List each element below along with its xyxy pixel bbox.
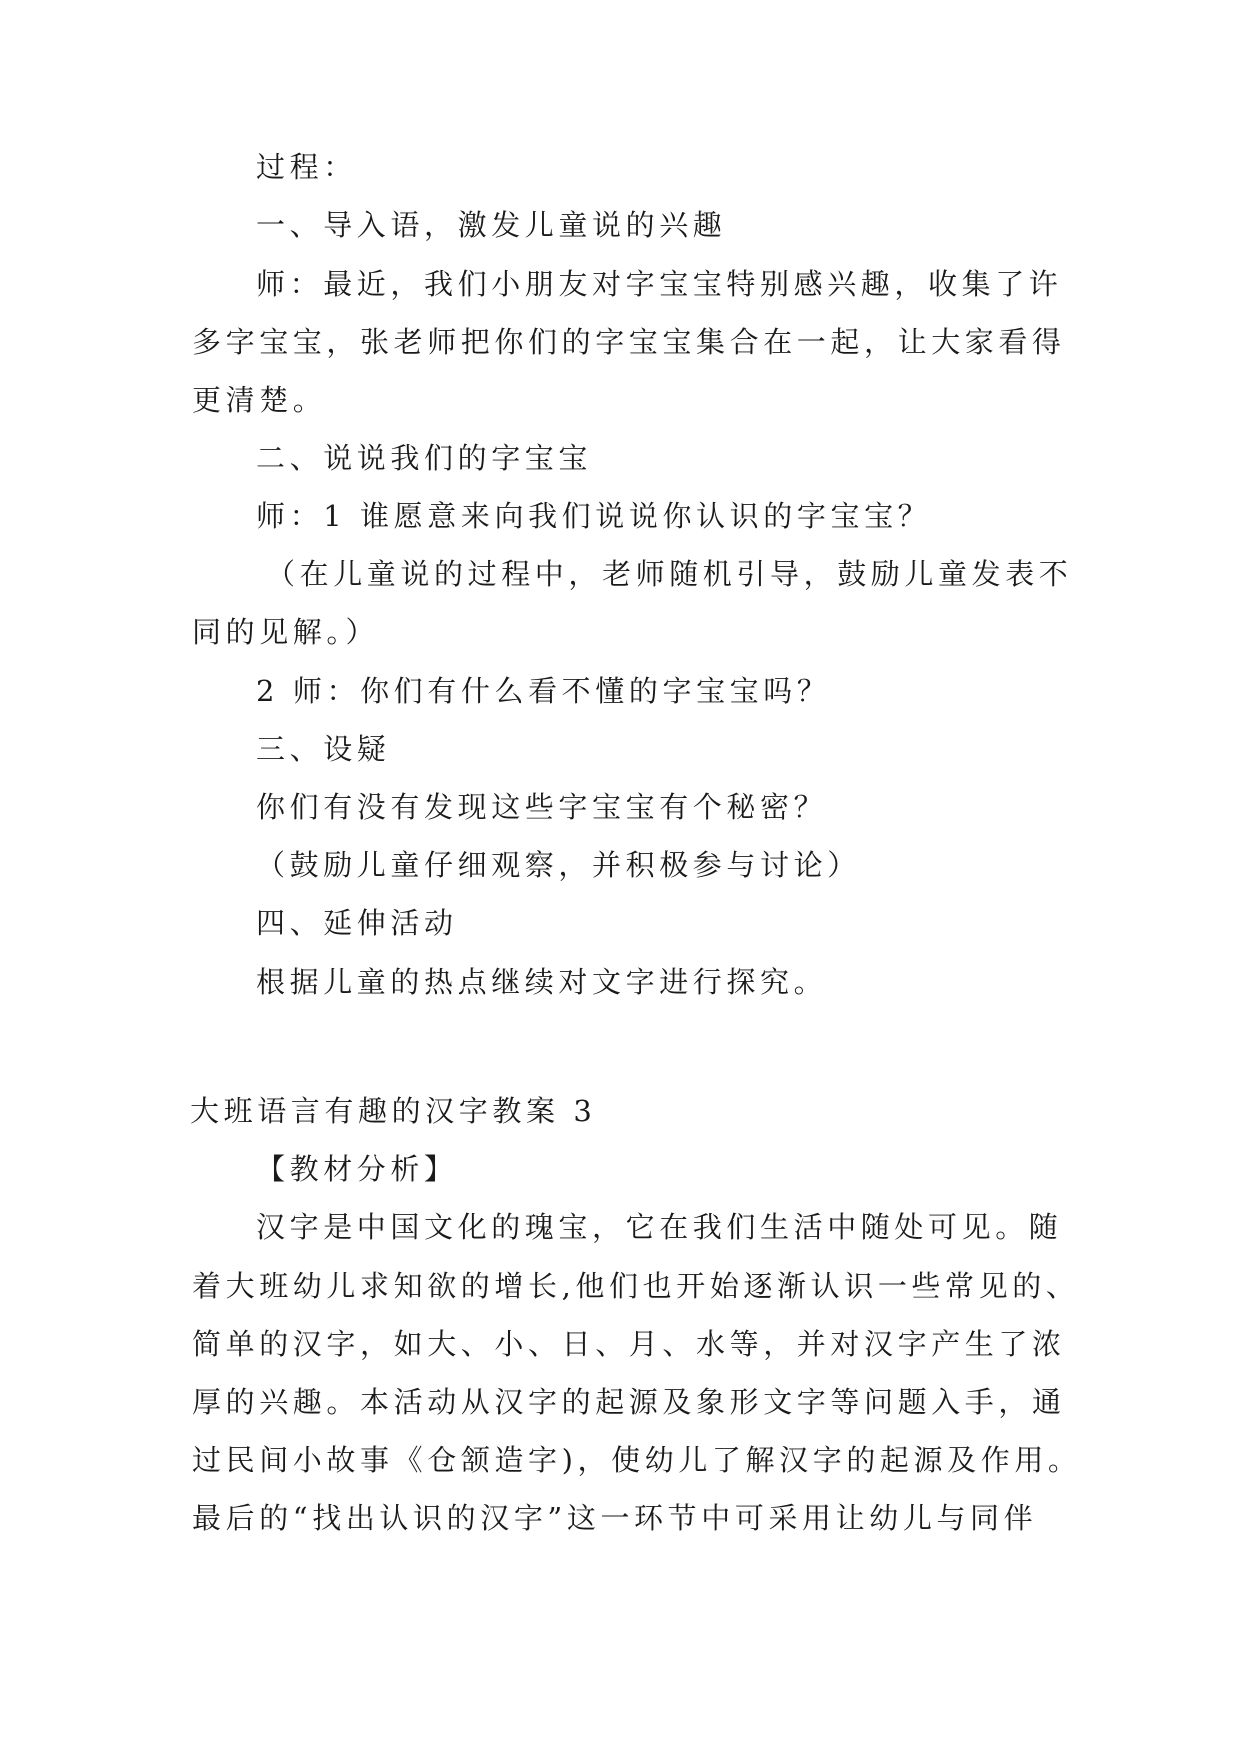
lesson3-paragraph-line-3: 简单的汉字，如大、小、日、月、水等，并对汉字产生了浓 bbox=[192, 1327, 1066, 1361]
step3-question: 你们有没有发现这些字宝宝有个秘密？ bbox=[256, 790, 828, 824]
step1-paragraph-line-2: 多字宝宝，张老师把你们的字宝宝集合在一起，让大家看得 bbox=[192, 325, 1066, 359]
step1-paragraph-line-3: 更清楚。 bbox=[192, 383, 327, 417]
lesson3-paragraph-line-5: 过民间小故事《仓颔造字)，使幼儿了解汉字的起源及作用。 bbox=[192, 1443, 1082, 1477]
lesson3-paragraph-line-6: 最后的“找出认识的汉字”这一环节中可采用让幼儿与同伴 bbox=[192, 1501, 1038, 1535]
step2-note-line-2: 同的见解。） bbox=[192, 615, 380, 649]
lesson3-paragraph-line-1: 汉字是中国文化的瑰宝，它在我们生活中随处可见。随 bbox=[256, 1210, 1063, 1244]
step2-question-2: 2 师：你们有什么看不懂的字宝宝吗？ bbox=[256, 674, 831, 708]
step2-note-line-1: （在儿童说的过程中，老师随机引导，鼓励儿童发表不 bbox=[266, 557, 1073, 591]
step2-title: 二、说说我们的字宝宝 bbox=[256, 441, 593, 475]
lesson3-title: 大班语言有趣的汉字教案 3 bbox=[190, 1094, 597, 1128]
step3-note: （鼓励儿童仔细观察，并积极参与讨论） bbox=[256, 848, 861, 882]
step4-title: 四、延伸活动 bbox=[256, 906, 458, 940]
lesson3-subheading: 【教材分析】 bbox=[256, 1152, 458, 1186]
section-heading-process: 过程： bbox=[256, 150, 357, 184]
step1-title: 一、导入语，激发儿童说的兴趣 bbox=[256, 208, 727, 242]
lesson3-paragraph-line-4: 厚的兴趣。本活动从汉字的起源及象形文字等问题入手，通 bbox=[192, 1385, 1066, 1419]
lesson3-paragraph-line-2: 着大班幼儿求知欲的增长,他们也开始逐渐认识一些常见的、 bbox=[192, 1269, 1080, 1303]
step3-title: 三、设疑 bbox=[256, 732, 391, 766]
step4-text: 根据儿童的热点继续对文字进行探究。 bbox=[256, 965, 828, 999]
step1-paragraph-line-1: 师：最近，我们小朋友对字宝宝特别感兴趣，收集了许 bbox=[256, 267, 1063, 301]
step2-question-1: 师：1 谁愿意来向我们说说你认识的字宝宝？ bbox=[256, 499, 932, 533]
